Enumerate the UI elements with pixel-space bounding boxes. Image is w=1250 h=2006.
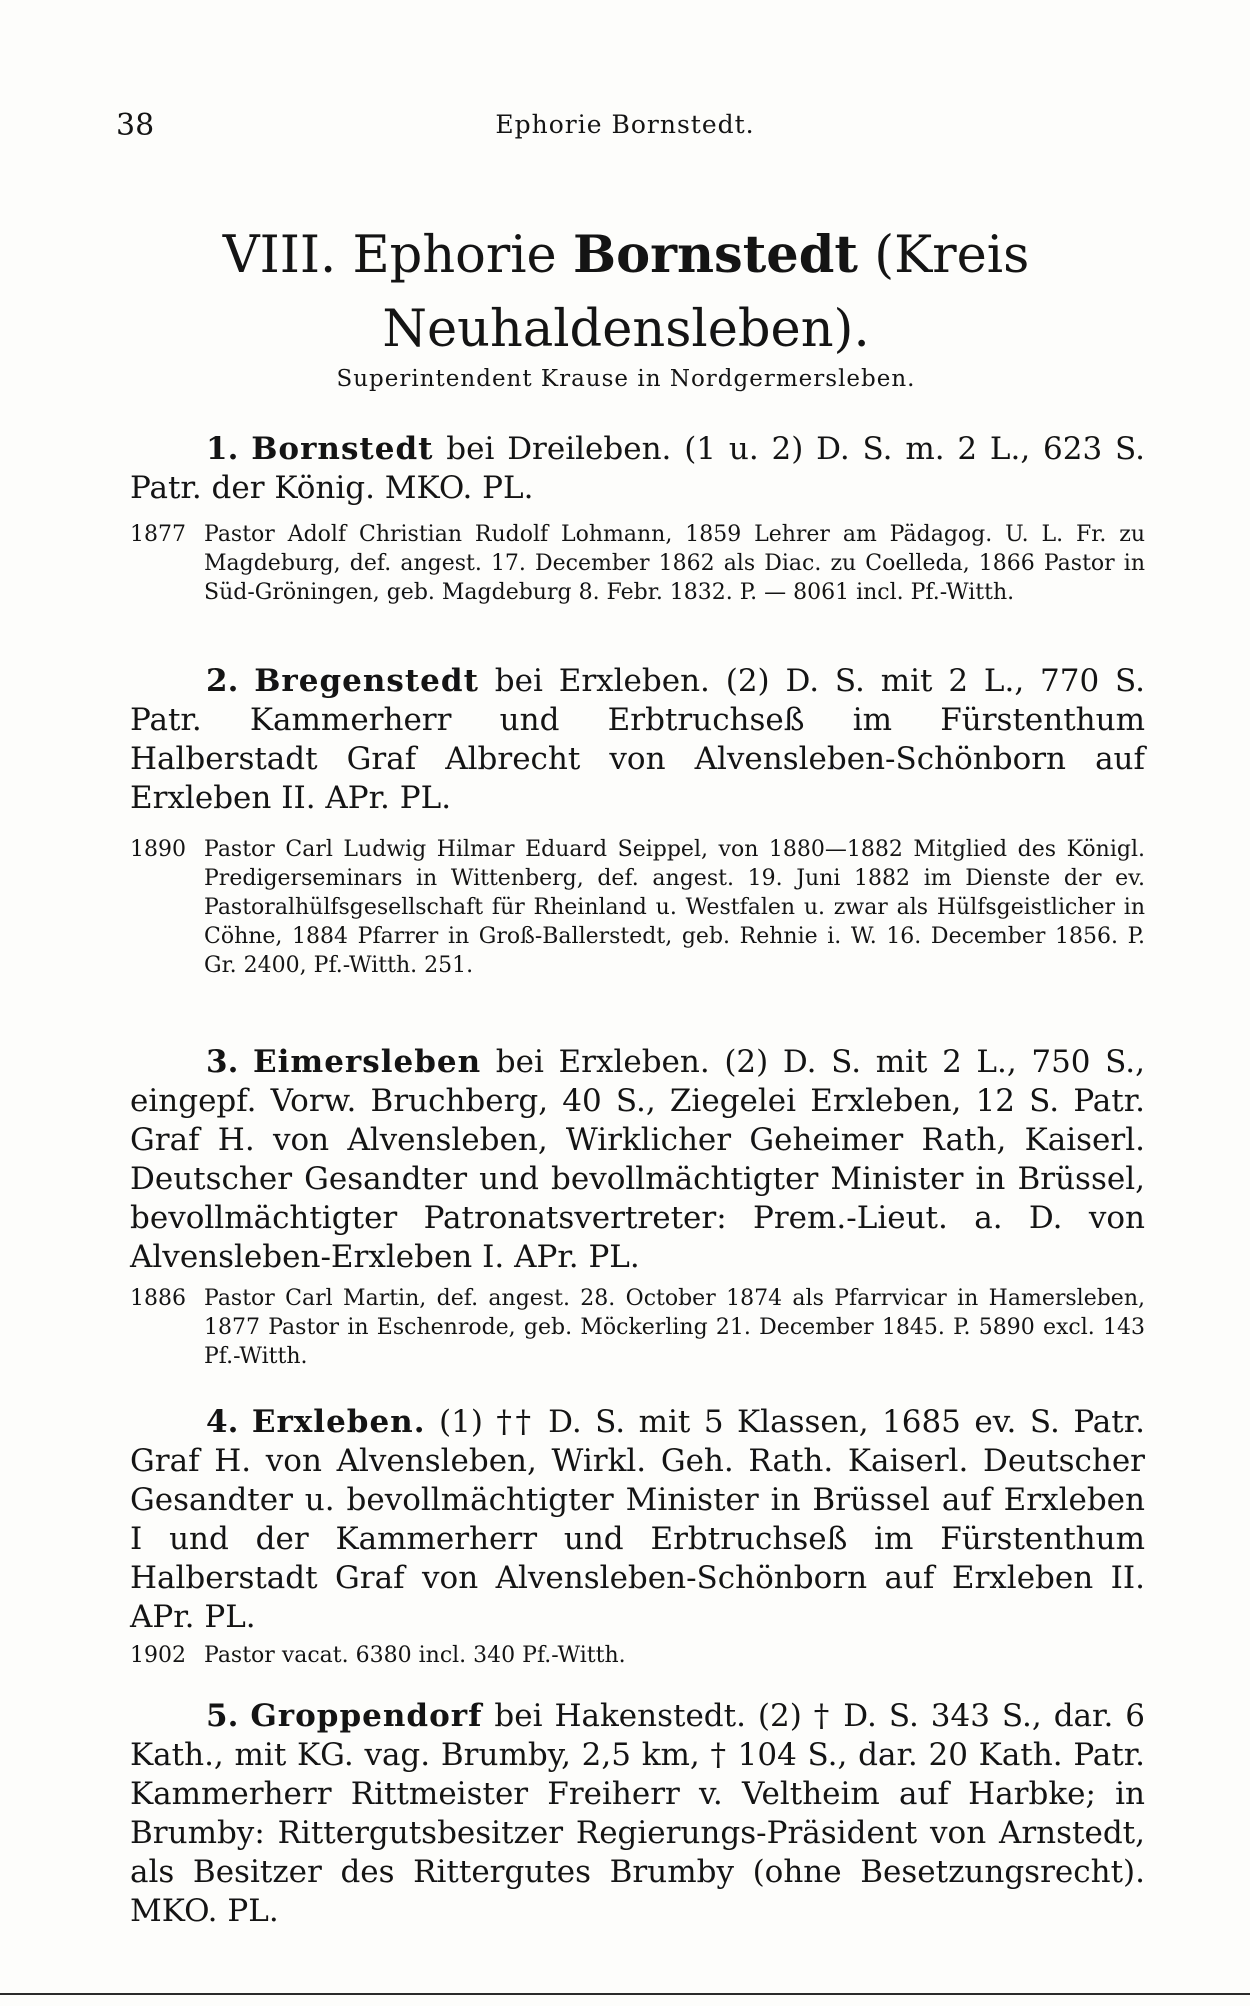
- entry-place: Groppendorf: [250, 1698, 483, 1734]
- running-head-title: Ephorie Bornstedt.: [495, 110, 755, 139]
- entry-place: Bornstedt: [251, 431, 434, 467]
- entry-description: bei Dreileben. (1 u. 2) D. S. m. 2 L., 623 S. Patr. der König. MKO. PL.: [130, 431, 1146, 506]
- pastor-note: [130, 1284, 1145, 1371]
- running-head: [116, 108, 1134, 148]
- entry-text: [130, 1403, 1145, 1637]
- entry-text: [130, 662, 1145, 818]
- entry-text: [130, 1043, 1145, 1277]
- pastor-note: [130, 520, 1145, 607]
- pastor-note: [130, 1641, 1145, 1670]
- note-year: 1902: [130, 1643, 186, 1668]
- parish-entry: [130, 662, 1145, 818]
- pastor-note: [130, 835, 1145, 980]
- entry-number: 2.: [206, 663, 239, 699]
- note-text: Pastor vacat. 6380 incl. 340 Pf.-Witth.: [204, 1643, 626, 1668]
- chapter-numeral: VIII.: [222, 226, 337, 285]
- note-year: 1890: [130, 837, 186, 862]
- chapter-title-main: Bornstedt: [572, 225, 858, 285]
- entry-text: [130, 1697, 1145, 1931]
- note-text: Pastor Adolf Christian Rudolf Lohmann, 1859 Lehrer am Pädagog. U. L. Fr. zu Magdeburg, def. angest. 17. December 1862 als Diac. zu Coelleda, 1866 Pastor in Süd-Gröningen, geb. Magdeburg 8. Febr. 1832. P. — 8061 incl. Pf.-Witth.: [204, 522, 1145, 605]
- entry-description: (1) †† D. S. mit 5 Klassen, 1685 ev. S. Patr. Graf H. von Alvensleben, Wirkl. Geh. Rath. Kaiserl. Deutscher Gesandter u. bevollmächtigter Minister in Brüssel auf Erxleben I und der Kammerherr und Erbtruchseß im Fürstenthum Halberstadt Graf von Alvensleben-Schönborn auf Erxleben II. APr. PL.: [130, 1404, 1145, 1635]
- entry-number: 3.: [206, 1044, 239, 1080]
- entry-place: Eimersleben: [253, 1044, 482, 1080]
- entry-number: 1.: [206, 431, 239, 467]
- note-year: 1886: [130, 1286, 186, 1311]
- chapter-heading: [116, 218, 1136, 367]
- entry-description: bei Hakenstedt. (2) † D. S. 343 S., dar. 6 Kath., mit KG. vag. Brumby, 2,5 km, † 104 S., dar. 20 Kath. Patr. Kammerherr Rittmeister Freiherr v. Veltheim auf Harbke; in Brumby: Rittergutsbesitzer Regierungs-Präsident von Arnstedt, als Besitzer des Rittergutes Brumby (ohne Besetzungsrecht). MKO. PL.: [130, 1698, 1145, 1929]
- note-year: 1877: [130, 522, 186, 547]
- parish-entry: [130, 430, 1145, 508]
- entry-description: bei Erxleben. (2) D. S. mit 2 L., 770 S. Patr. Kammerherr und Erbtruchseß im Fürstenthum Halberstadt Graf Albrecht von Alvensleben-Schönborn auf Erxleben II. APr. PL.: [130, 663, 1146, 816]
- entry-number: 4.: [206, 1404, 239, 1440]
- note-text: Pastor Carl Martin, def. angest. 28. October 1874 als Pfarrvicar in Hamersleben, 1877 Pastor in Eschenrode, geb. Möckerling 21. December 1845. P. 5890 excl. 143 Pf.-Witth.: [204, 1286, 1145, 1369]
- parish-entry: [130, 1403, 1145, 1637]
- note-text: Pastor Carl Ludwig Hilmar Eduard Seippel, von 1880—1882 Mitglied des Königl. Predigerseminars in Wittenberg, def. angest. 19. Juni 1882 im Dienste der ev. Pastoralhülfsgesellschaft für Rheinland u. Westfalen u. zwar als Hülfsgeistlicher in Cöhne, 1884 Pfarrer in Groß-Ballerstedt, geb. Rehnie i. W. 16. December 1856. P. Gr. 2400, Pf.-Witth. 251.: [204, 837, 1145, 978]
- entry-text: [130, 430, 1145, 508]
- entry-place: Bregenstedt: [254, 663, 479, 699]
- chapter-title-pre: Ephorie: [352, 226, 557, 285]
- chapter-title-post: (Kreis Neuhaldensleben).: [382, 226, 1030, 359]
- parish-entry: [130, 1043, 1145, 1277]
- parish-entry: [130, 1697, 1145, 1931]
- entry-number: 5.: [206, 1698, 239, 1734]
- entry-place: Erxleben.: [251, 1404, 426, 1440]
- bottom-edge-rule: [0, 1993, 1250, 1995]
- entry-description: bei Erxleben. (2) D. S. mit 2 L., 750 S., eingepf. Vorw. Bruchberg, 40 S., Ziegelei Erxleben, 12 S. Patr. Graf H. von Alvensleben, Wirklicher Geheimer Rath, Kaiserl. Deutscher Gesandter und bevollmächtigter Minister in Brüssel, bevollmächtigter Patronatsvertreter: Prem.-Lieut. a. D. von Alvensleben-Erxleben I. APr. PL.: [130, 1044, 1145, 1275]
- superintendent-line: Superintendent Krause in Nordgermersleben.: [336, 366, 916, 392]
- page-number: 38: [116, 108, 155, 143]
